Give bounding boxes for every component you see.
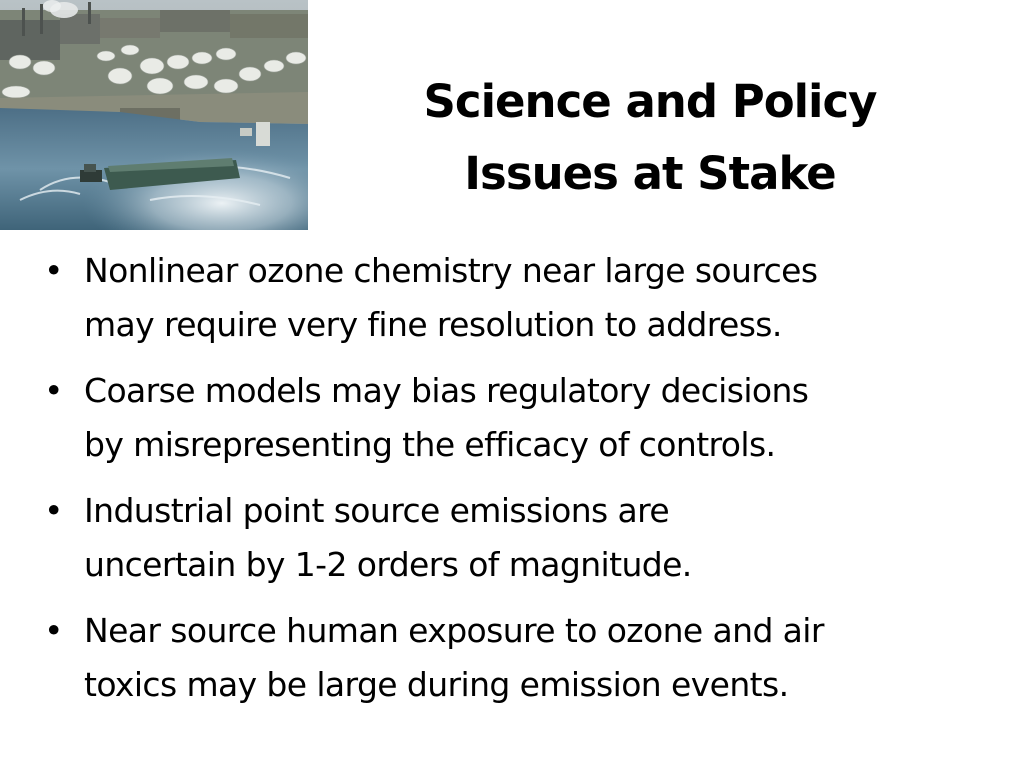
bullet-list (44, 244, 1004, 724)
bullet-icon: • (44, 371, 63, 410)
slide-title-line: Science and Policy (423, 75, 877, 128)
bullet-text-line: Coarse models may bias regulatory decisions (84, 371, 809, 410)
bullet-text-line: Industrial point source emissions are (84, 491, 670, 530)
bullet-text-line: uncertain by 1-2 orders of magnitude. (84, 545, 692, 584)
bullet-icon: • (44, 251, 63, 290)
bullet-icon: • (44, 491, 63, 530)
slide-title-line: Issues at Stake (464, 147, 836, 200)
bullet-text-line: Near source human exposure to ozone and air (84, 611, 824, 650)
bullet-item (44, 604, 1004, 712)
slide-title (340, 66, 960, 210)
bullet-text-line: may require very fine resolution to address. (84, 305, 782, 344)
refinery-photo (0, 0, 308, 230)
bullet-text-line: Nonlinear ozone chemistry near large sources (84, 251, 818, 290)
bullet-item (44, 244, 1004, 352)
bullet-item (44, 484, 1004, 592)
bullet-item (44, 364, 1004, 472)
bullet-text-line: by misrepresenting the efficacy of controls. (84, 425, 776, 464)
bullet-text-line: toxics may be large during emission events. (84, 665, 789, 704)
bullet-icon: • (44, 611, 63, 650)
